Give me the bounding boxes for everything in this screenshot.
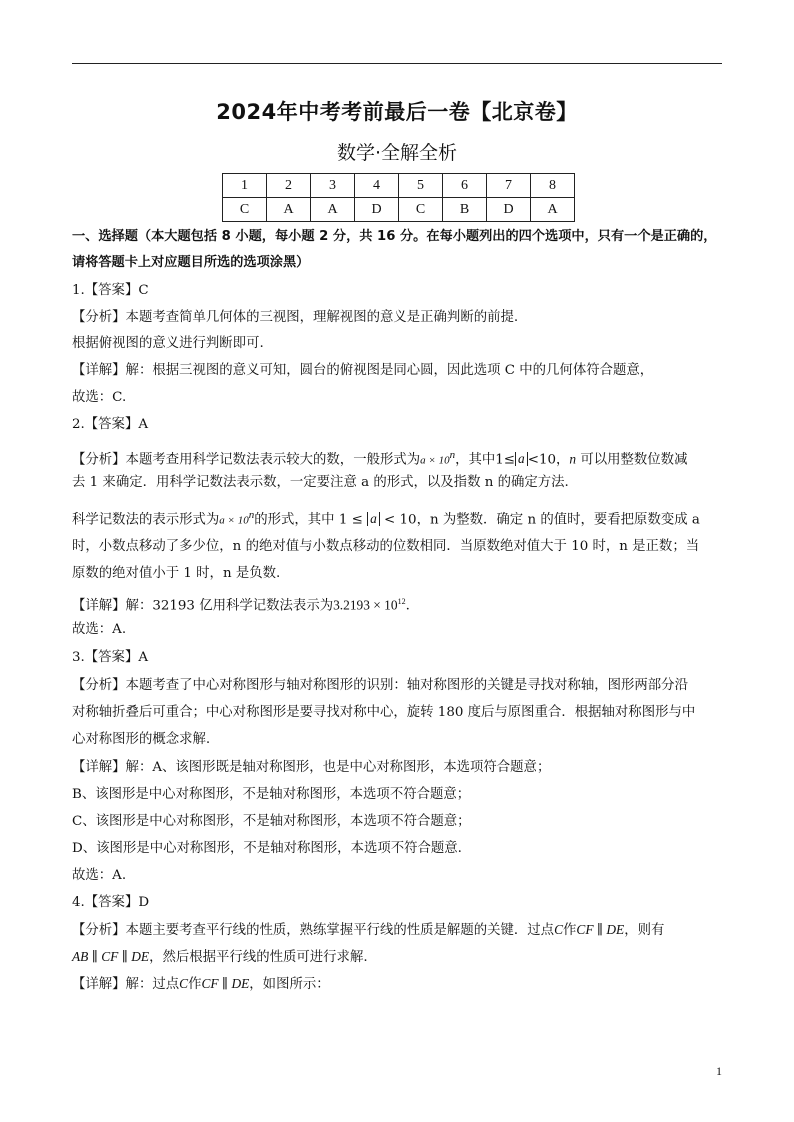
q1-analysis-2: 根据俯视图的意义进行判断即可. [72, 336, 264, 351]
table-cell: 7 [487, 174, 531, 198]
section-heading-line-2: 请将答题卡上对应题目所选的选项涂黑） [72, 255, 310, 270]
text-span: ，其中1≤ [455, 452, 516, 468]
table-cell: D [487, 198, 531, 222]
q1-answer: 1.【答案】C [72, 283, 149, 298]
table-cell: D [355, 198, 399, 222]
table-cell: 5 [399, 174, 443, 198]
math-formula: AB ∥ CF ∥ DE [72, 949, 150, 964]
q4-analysis-line-2 [72, 948, 732, 967]
math-exponent: n [248, 509, 255, 521]
q4-analysis-line-1 [72, 921, 732, 940]
q1-analysis: 【分析】本题考查简单几何体的三视图，理解视图的意义是正确判断的前提. [72, 310, 519, 325]
math-formula: a × 10 [420, 454, 450, 467]
q2-answer: 2.【答案】A [72, 417, 149, 432]
q3-analysis-line-2: 对称轴折叠后可重合；中心对称图形是要寻找对称中心，旋转 180 度后与原图重合．根据轴对称图形与中 [72, 705, 696, 720]
math-formula: CF ∥ DE [201, 976, 250, 991]
section-heading-line-1: 一、选择题（本大题包括 8 小题，每小题 2 分，共 16 分。在每小题列出的四个选项中，只有一个是正确的， [72, 229, 717, 244]
text-span: 【分析】本题主要考查平行线的性质，熟练掌握平行线的性质是解题的关键．过点 [72, 923, 555, 938]
q4-detail [72, 975, 732, 994]
q2-analysis-line-2: 去 1 来确定．用科学记数法表示数，一定要注意 a 的形式，以及指数 n 的确定方法. [72, 475, 569, 490]
text-span: 作 [563, 923, 577, 938]
q3-detail-1: 【详解】解：A、该图形既是轴对称图形，也是中心对称图形，本选项符合题意； [72, 760, 551, 775]
math-formula: 3.2193 × 10 [333, 597, 398, 613]
text-span: 的形式，其中 1 ≤ [254, 512, 368, 528]
text-span: ，如图所示： [249, 977, 330, 992]
page-title: 2024年中考考前最后一卷【北京卷】 [216, 100, 578, 124]
q3-answer: 3.【答案】A [72, 650, 149, 665]
text-span: 可以用整数位数减 [576, 452, 688, 468]
math-formula: a × 10 [219, 514, 249, 527]
page-number: 1 [716, 1064, 722, 1078]
q3-detail-2: B、该图形是中心对称图形，不是轴对称图形，本选项不符合题意； [72, 787, 471, 802]
math-variable: C [179, 976, 189, 991]
q1-choose: 故选：C. [72, 390, 127, 405]
math-variable: C [554, 922, 563, 937]
text-span: . [405, 598, 410, 614]
q3-analysis-line-3: 心对称图形的概念求解. [72, 732, 211, 747]
table-cell: 6 [443, 174, 487, 198]
table-cell: 1 [223, 174, 267, 198]
q4-answer: 4.【答案】D [72, 895, 150, 910]
text-span: ，然后根据平行线的性质可进行求解. [149, 950, 368, 965]
table-cell: 2 [267, 174, 311, 198]
table-cell: C [399, 198, 443, 222]
page-subtitle: 数学·全解全析 [336, 142, 458, 164]
q1-detail: 【详解】解：根据三视图的意义可知，圆台的俯视图是同心圆，因此选项 C 中的几何体符合题意， [72, 363, 654, 378]
q2-detail [72, 593, 732, 615]
table-cell: A [531, 198, 575, 222]
text-span: 【分析】本题考查用科学记数法表示较大的数，一般形式为 [72, 452, 421, 468]
text-span: 【详解】解：过点 [72, 977, 180, 992]
q2-analysis-line-3 [72, 506, 732, 529]
q3-choose: 故选：A. [72, 868, 127, 883]
table-cell: B [443, 198, 487, 222]
text-span: < 10，n 为整数．确定 n 的值时，要看把原数变成 a [379, 512, 700, 528]
q3-analysis-line-1: 【分析】本题考查了中心对称图形与轴对称图形的识别：轴对称图形的关键是寻找对称轴，图形两部分沿 [72, 678, 688, 693]
text-span: 【详解】解：32193 亿用科学记数法表示为 [72, 598, 334, 614]
text-span: 作 [188, 977, 202, 992]
q2-analysis-line-4: 时，小数点移动了多少位，n 的绝对值与小数点移动的位数相同．当原数绝对值大于 10 时，n 是正数；当 [72, 539, 700, 554]
math-exponent: 12 [397, 597, 406, 606]
math-variable: n [569, 451, 577, 467]
text-span: <10， [527, 452, 570, 468]
text-span: ，则有 [624, 923, 665, 938]
table-cell: C [223, 198, 267, 222]
answer-table-answers-row [223, 198, 575, 222]
q2-analysis-line-1 [72, 446, 732, 469]
text-span: 科学记数法的表示形式为 [72, 512, 220, 528]
table-cell: 8 [531, 174, 575, 198]
answer-table [222, 173, 575, 222]
math-abs-value: a [515, 452, 528, 466]
header-rule [72, 63, 722, 64]
math-abs-value: a [367, 512, 380, 526]
table-cell: 4 [355, 174, 399, 198]
q3-detail-3: C、该图形是中心对称图形，不是轴对称图形，本选项不符合题意； [72, 814, 471, 829]
table-cell: A [267, 198, 311, 222]
table-cell: A [311, 198, 355, 222]
answer-table-numbers-row [223, 174, 575, 198]
q3-detail-4: D、该图形是中心对称图形，不是轴对称图形，本选项不符合题意. [72, 841, 462, 856]
math-exponent: n [449, 449, 456, 461]
q2-choose: 故选：A. [72, 622, 127, 637]
math-formula: CF ∥ DE [576, 922, 625, 937]
table-cell: 3 [311, 174, 355, 198]
q2-analysis-line-5: 原数的绝对值小于 1 时，n 是负数. [72, 566, 281, 581]
